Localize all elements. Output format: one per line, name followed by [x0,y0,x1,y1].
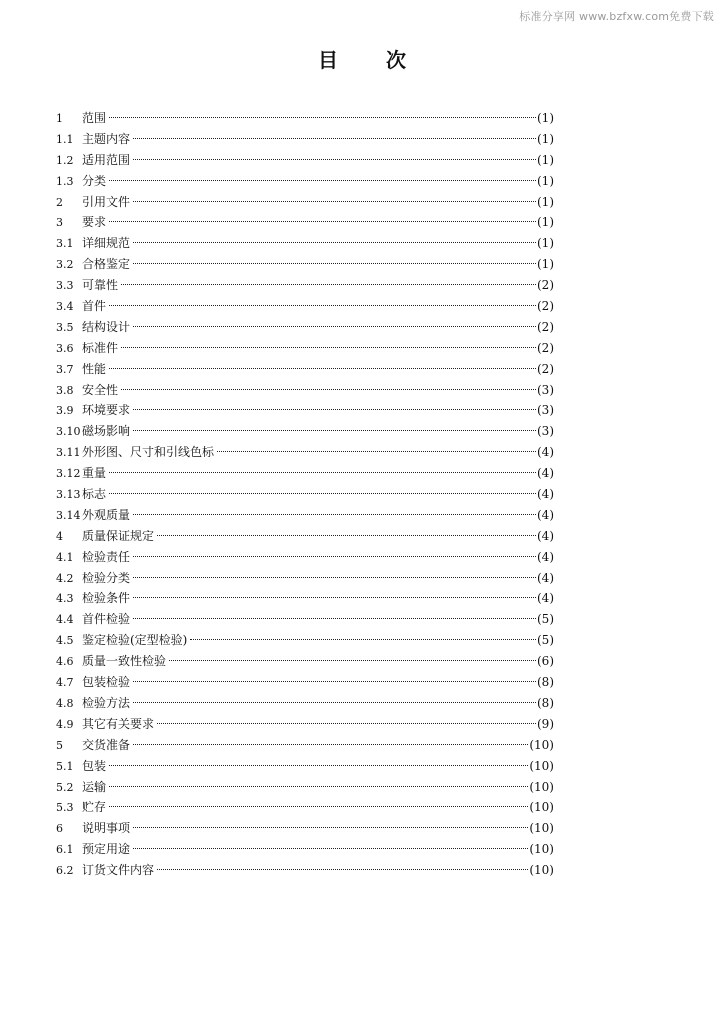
toc-section-number: 1 [56,112,63,125]
toc-dot-leader [109,786,528,787]
toc-dot-leader [133,409,536,410]
toc-entry[interactable] [56,484,554,505]
toc-section-number: 3.2 [56,258,74,272]
toc-page-number: (10) [529,863,554,878]
toc-entry[interactable] [56,693,554,714]
toc-dot-leader [157,535,536,536]
toc-entry[interactable] [56,588,554,609]
toc-dot-leader [133,848,528,849]
watermark: 标准分享网 www.bzfxw.com免费下载 [519,10,714,23]
toc-section-number: 1.3 [56,174,74,188]
toc-page-number: (1) [537,173,554,188]
toc-section-title: 磁场影响 [82,424,131,439]
toc-section-title: 交货准备 [82,737,131,752]
title-char-2: 次 [386,48,406,72]
toc-page-number: (1) [537,257,554,272]
toc-section-number: 4.1 [56,550,74,564]
toc-entry[interactable] [56,672,554,693]
toc-page-number: (10) [529,842,554,857]
toc-dot-leader [109,472,536,473]
toc-entry[interactable] [56,463,554,484]
toc-entry[interactable] [56,338,554,359]
toc-section-title: 说明事项 [82,821,131,836]
toc-dot-leader [109,221,536,222]
toc-page-number: (10) [529,800,554,815]
toc-entry[interactable] [56,129,554,150]
toc-page-number: (5) [537,633,554,648]
toc-entry[interactable] [56,296,554,317]
toc-dot-leader [133,827,528,828]
toc-page-number: (1) [537,131,554,146]
toc-page-number: (3) [537,382,554,397]
toc-section-number: 4.9 [56,717,74,731]
toc-dot-leader [133,744,528,745]
toc-dot-leader [133,430,536,431]
toc-dot-leader [121,389,536,390]
toc-entry[interactable] [56,860,554,881]
toc-entry[interactable] [56,359,554,380]
toc-page-number: (3) [537,424,554,439]
toc-entry[interactable] [56,380,554,401]
toc-entry[interactable] [56,777,554,798]
toc-section-title: 订货文件内容 [82,863,155,878]
table-of-contents [56,108,554,881]
toc-section-title: 质量一致性检验 [82,654,167,669]
toc-section-number: 4.6 [56,655,74,669]
toc-dot-leader [109,368,536,369]
toc-section-title: 包装 [82,758,107,773]
toc-dot-leader [133,597,536,598]
toc-entry[interactable] [56,609,554,630]
toc-section-number: 5 [56,738,63,752]
toc-dot-leader [133,242,536,243]
toc-entry[interactable] [56,651,554,672]
toc-section-title: 包装检验 [82,675,131,690]
toc-dot-leader [109,117,536,118]
toc-dot-leader [157,869,528,870]
toc-section-title: 检验责任 [82,549,131,564]
toc-dot-leader [133,138,536,139]
toc-page-number: (1) [537,152,554,167]
toc-dot-leader [133,577,536,578]
toc-section-number: 5.2 [56,780,74,794]
toc-dot-leader [133,556,536,557]
toc-dot-leader [109,305,536,306]
toc-page-number: (4) [537,445,554,460]
toc-dot-leader [157,723,536,724]
toc-dot-leader [121,347,536,348]
toc-section-number: 3.1 [56,237,74,251]
toc-page-number: (6) [537,654,554,669]
toc-page-number: (1) [537,111,554,125]
toc-section-number: 3.12 [56,467,81,481]
toc-dot-leader [133,263,536,264]
toc-section-number: 5.3 [56,801,74,815]
toc-entry[interactable] [56,275,554,296]
toc-section-title: 范围 [82,111,107,125]
toc-section-number: 3.7 [56,362,74,376]
toc-entry[interactable] [56,317,554,338]
toc-page-number: (4) [537,466,554,481]
toc-page-number: (4) [537,570,554,585]
page-title [0,44,724,73]
toc-entry[interactable] [56,735,554,756]
toc-section-title: 详细规范 [82,236,131,251]
toc-page-number: (9) [537,716,554,731]
toc-section-title: 要求 [82,215,107,230]
toc-page-number: (4) [537,507,554,522]
toc-section-title: 合格鉴定 [82,257,131,272]
toc-section-number: 6.1 [56,843,74,857]
toc-section-title: 安全性 [82,382,119,397]
toc-section-number: 3.4 [56,300,74,314]
toc-page-number: (2) [537,340,554,355]
toc-section-title: 引用文件 [82,194,131,209]
toc-dot-leader [109,806,528,807]
toc-page-number: (8) [537,675,554,690]
toc-page-number: (2) [537,361,554,376]
toc-section-number: 4.8 [56,696,74,710]
toc-section-title: 性能 [82,361,107,376]
toc-section-number: 1.2 [56,153,74,167]
toc-dot-leader [133,702,536,703]
toc-dot-leader [109,765,528,766]
toc-entry[interactable] [56,505,554,526]
toc-section-number: 3.10 [56,425,81,439]
toc-entry[interactable] [56,630,554,651]
toc-section-title: 标准件 [82,340,119,355]
toc-section-title: 适用范围 [82,152,131,167]
toc-entry[interactable] [56,547,554,568]
toc-entry[interactable] [56,212,554,233]
toc-section-title: 标志 [82,487,107,502]
toc-section-title: 主题内容 [82,131,131,146]
toc-entry[interactable] [56,818,554,839]
toc-dot-leader [133,681,536,682]
toc-section-title: 运输 [82,779,107,794]
toc-section-title: 预定用途 [82,842,131,857]
toc-section-number: 3.5 [56,320,74,334]
toc-section-number: 6 [56,822,63,836]
toc-section-title: 结构设计 [82,319,131,334]
toc-section-title: 首件检验 [82,612,131,627]
toc-page-number: (1) [537,215,554,230]
toc-page-number: (8) [537,695,554,710]
toc-section-number: 4.3 [56,592,74,606]
toc-entry[interactable] [56,442,554,463]
toc-entry[interactable] [56,526,554,547]
toc-dot-leader [133,159,536,160]
toc-dot-leader [121,284,536,285]
toc-section-number: 3.13 [56,488,81,502]
toc-section-number: 3.14 [56,508,81,522]
toc-entry[interactable] [56,421,554,442]
toc-section-number: 4.7 [56,676,74,690]
toc-section-title: 质量保证规定 [82,528,155,543]
toc-section-title: 重量 [82,466,107,481]
toc-section-number: 4.4 [56,613,74,627]
toc-page-number: (3) [537,403,554,418]
toc-page-number: (1) [537,236,554,251]
toc-page-number: (10) [529,821,554,836]
toc-dot-leader [109,180,536,181]
toc-dot-leader [133,618,536,619]
toc-section-title: 首件 [82,299,107,314]
toc-page-number: (4) [537,591,554,606]
toc-entry[interactable] [56,797,554,818]
toc-section-title: 贮存 [82,800,107,815]
title-char-1: 目 [318,48,338,72]
toc-section-number: 6.2 [56,864,74,878]
toc-entry[interactable] [56,400,554,421]
toc-dot-leader [133,326,536,327]
toc-section-title: 检验分类 [82,570,131,585]
toc-section-title: 检验条件 [82,591,131,606]
toc-section-title: 检验方法 [82,695,131,710]
toc-entry[interactable] [56,192,554,213]
toc-entry[interactable] [56,839,554,860]
toc-section-title: 分类 [82,173,107,188]
toc-section-number: 3.11 [56,446,81,460]
toc-page-number: (1) [537,194,554,209]
toc-page-number: (4) [537,549,554,564]
toc-section-number: 3.6 [56,341,74,355]
toc-section-number: 1.1 [56,132,74,146]
toc-dot-leader [133,201,536,202]
toc-page-number: (10) [529,779,554,794]
toc-page-number: (10) [529,737,554,752]
toc-dot-leader [169,660,536,661]
toc-section-number: 2 [56,195,63,209]
toc-section-title: 外观质量 [82,507,131,522]
toc-page-number: (4) [537,528,554,543]
toc-page-number: (2) [537,299,554,314]
toc-dot-leader [190,639,536,640]
toc-section-title: 鉴定检验(定型检验) [82,633,188,648]
toc-page-number: (5) [537,612,554,627]
toc-entry[interactable] [56,714,554,735]
toc-page-number: (2) [537,278,554,293]
toc-entry[interactable] [56,150,554,171]
toc-dot-leader [217,451,536,452]
toc-section-number: 3.8 [56,383,74,397]
toc-page-number: (10) [529,758,554,773]
toc-section-number: 5.1 [56,759,74,773]
toc-entry[interactable] [56,171,554,192]
toc-section-title: 其它有关要求 [82,716,155,731]
toc-section-number: 4 [56,529,63,543]
toc-entry[interactable] [56,108,554,129]
toc-section-number: 4.5 [56,634,74,648]
toc-section-number: 3.3 [56,279,74,293]
toc-entry[interactable] [56,254,554,275]
toc-section-title: 环境要求 [82,403,131,418]
toc-dot-leader [133,514,536,515]
toc-section-title: 外形图、尺寸和引线色标 [82,445,215,460]
toc-entry[interactable] [56,233,554,254]
toc-dot-leader [109,493,536,494]
toc-entry[interactable] [56,568,554,589]
toc-page-number: (2) [537,319,554,334]
toc-section-number: 4.2 [56,571,74,585]
toc-section-title: 可靠性 [82,278,119,293]
toc-section-number: 3 [56,216,63,230]
toc-page-number: (4) [537,487,554,502]
toc-entry[interactable] [56,756,554,777]
toc-section-number: 3.9 [56,404,74,418]
